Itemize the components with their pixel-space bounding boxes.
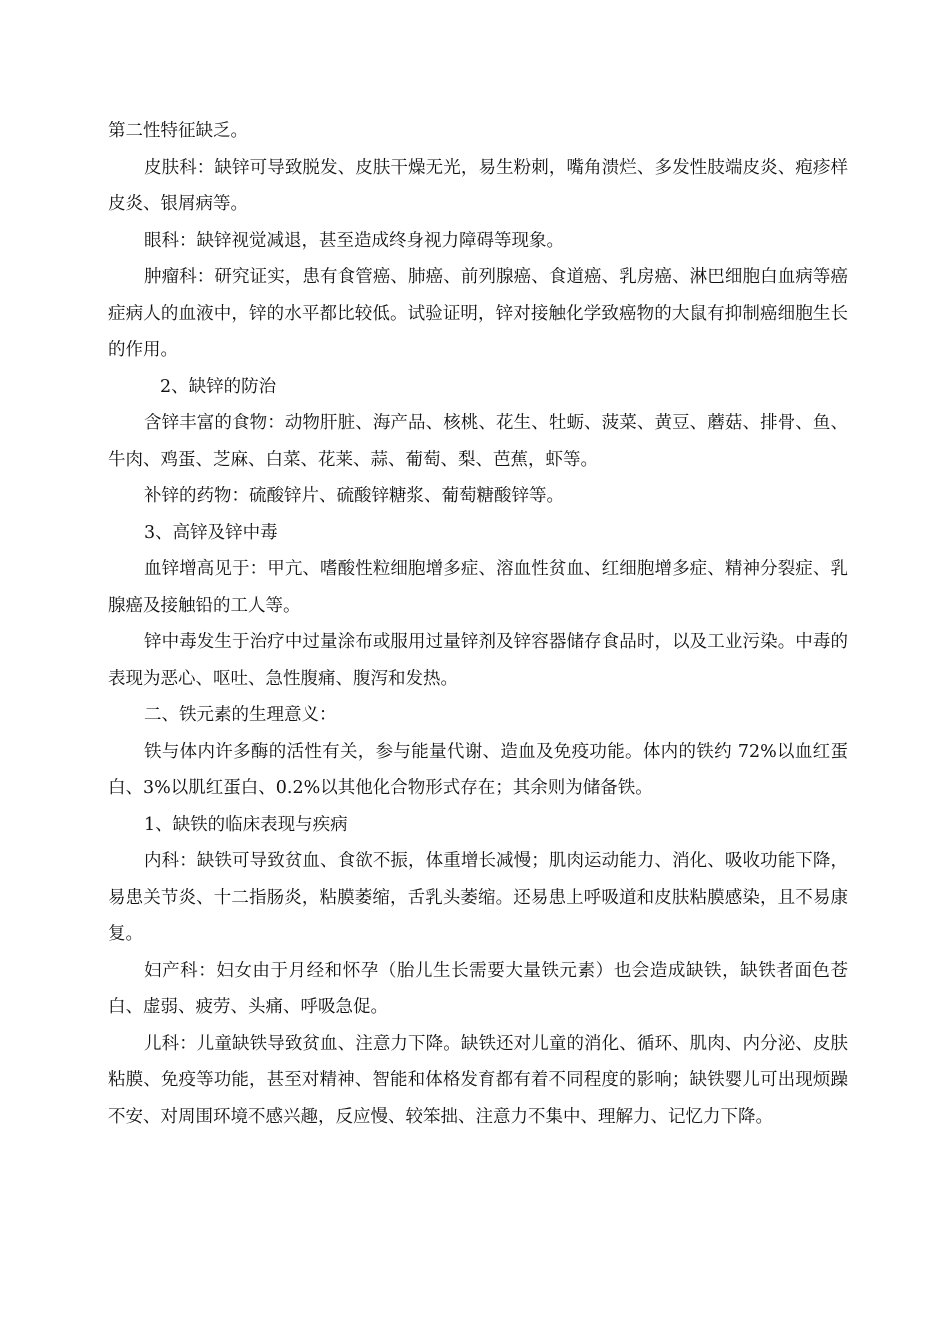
paragraph-oncology: 肿瘤科：研究证实，患有食管癌、肺癌、前列腺癌、食道癌、乳房癌、淋巴细胞白血病等癌症病人的血液中，锌的水平都比较低。试验证明，锌对接触化学致癌物的大鼠有抑制癌细胞生长的作用。 bbox=[108, 267, 848, 360]
section-heading-zinc-prevention: 2、缺锌的防治 bbox=[160, 376, 277, 397]
section-heading-zinc-toxicity: 3、高锌及锌中毒 bbox=[144, 522, 278, 543]
paragraph-continuation: 第二性特征缺乏。 bbox=[108, 121, 248, 141]
paragraph-ophthalmology: 眼科：缺锌视觉减退，甚至造成终身视力障碍等现象。 bbox=[144, 230, 564, 251]
section-heading-iron-deficiency: 1、缺铁的临床表现与疾病 bbox=[144, 814, 348, 835]
paragraph-internal-medicine: 内科：缺铁可导致贫血、食欲不振，体重增长减慢；肌肉运动能力、消化、吸收功能下降，易患关节炎、十二指肠炎，粘膜萎缩，舌乳头萎缩。还易患上呼吸道和皮肤粘膜感染，且不易康复。 bbox=[108, 851, 848, 944]
paragraph-iron-function: 铁与体内许多酶的活性有关，参与能量代谢、造血及免疫功能。体内的铁约 72%以血红蛋白、3%以肌红蛋白、0.2%以其他化合物形式存在；其余则为储备铁。 bbox=[108, 741, 848, 798]
paragraph-zinc-foods: 含锌丰富的食物：动物肝脏、海产品、核桃、花生、牡蛎、菠菜、黄豆、蘑菇、排骨、鱼、牛肉、鸡蛋、芝麻、白菜、花莱、蒜、葡萄、梨、芭蕉，虾等。 bbox=[108, 413, 848, 470]
paragraph-obstetrics: 妇产科：妇女由于月经和怀孕（胎儿生长需要大量铁元素）也会造成缺铁，缺铁者面色苍白、虚弱、疲劳、头痛、呼吸急促。 bbox=[108, 960, 848, 1017]
paragraph-dermatology: 皮肤科：缺锌可导致脱发、皮肤干燥无光，易生粉刺，嘴角溃烂、多发性肢端皮炎、疱疹样皮炎、银屑病等。 bbox=[108, 157, 848, 214]
paragraph-zinc-poisoning: 锌中毒发生于治疗中过量涂布或服用过量锌剂及锌容器储存食品时，以及工业污染。中毒的表现为恶心、呕吐、急性腹痛、腹泻和发热。 bbox=[108, 632, 848, 689]
document-page bbox=[108, 113, 848, 1135]
paragraph-zinc-medicines: 补锌的药物：硫酸锌片、硫酸锌糖浆、葡萄糖酸锌等。 bbox=[144, 486, 564, 506]
paragraph-pediatrics: 儿科：儿童缺铁导致贫血、注意力下降。缺铁还对儿童的消化、循环、肌肉、内分泌、皮肤粘膜、免疫等功能，甚至对精神、智能和体格发育都有着不同程度的影响；缺铁婴儿可出现烦躁不安、对周围环境不感兴趣，反应慢、较笨拙、注意力不集中、理解力、记忆力下降。 bbox=[108, 1033, 848, 1127]
paragraph-high-zinc: 血锌增高见于：甲亢、嗜酸性粒细胞增多症、溶血性贫血、红细胞增多症、精神分裂症、乳腺癌及接触铅的工人等。 bbox=[108, 559, 848, 616]
section-heading-iron: 二、铁元素的生理意义： bbox=[144, 705, 337, 725]
